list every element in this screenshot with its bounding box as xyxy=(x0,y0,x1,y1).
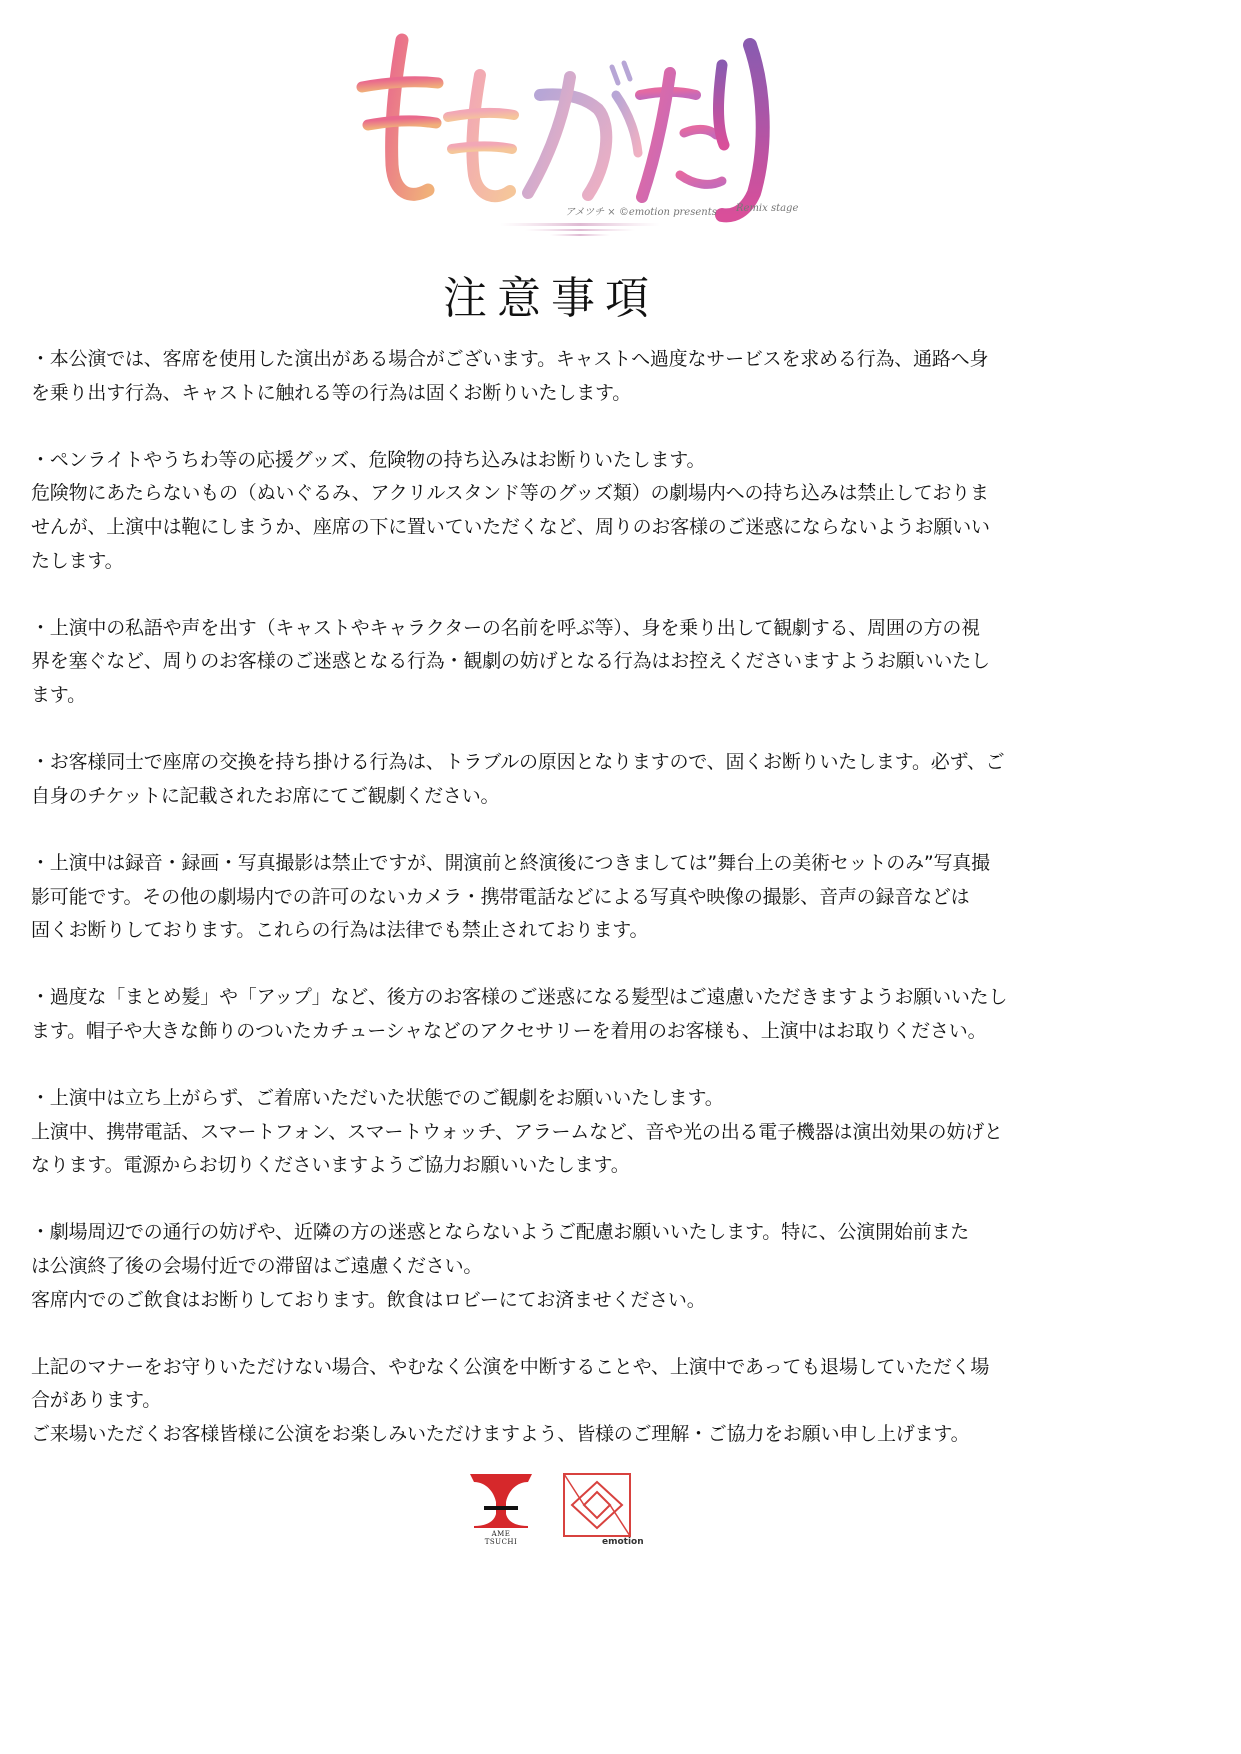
logo-char-ga xyxy=(528,63,638,195)
page-title: 注意事項 xyxy=(443,273,659,324)
notice-section-talking xyxy=(31,612,1076,713)
ametsuchi-mark-icon xyxy=(466,1470,536,1530)
logo-char-mo-2 xyxy=(448,75,514,196)
notice-line: ・ペンライトやうちわ等の応援グッズ、危険物の持ち込みはお断りいたします。 xyxy=(31,448,706,471)
notice-line: たします。 xyxy=(31,549,124,572)
logo-reflection-line-3 xyxy=(550,234,610,236)
notice-section-recording xyxy=(31,847,1076,948)
notice-line: 危険物にあたらないもの（ぬいぐるみ、アクリルスタンド等のグッズ類）の劇場内への持ち込みは禁止しておりま xyxy=(31,482,989,505)
emotion-mark-icon xyxy=(562,1472,632,1538)
logo-reflection-line-1 xyxy=(500,223,660,226)
notice-line: 上演中、携帯電話、スマートフォン、スマートウォッチ、アラームなど、音や光の出る電子機器は演出効果の妨げと xyxy=(31,1120,1003,1143)
notice-line: 界を塞ぐなど、周りのお客様のご迷惑となる行為・観劇の妨げとなる行為はお控えくださいますようお願いいたし xyxy=(31,650,990,673)
notice-line: せんが、上演中は鞄にしまうか、座席の下に置いていただくなど、周りのお客様のご迷惑にならないようお願いい xyxy=(31,515,990,538)
notice-line: ・劇場周辺での通行の妨げや、近隣の方の迷惑とならないようご配慮お願いいたします。特に、公演開始前また xyxy=(31,1221,970,1244)
notice-line: 上記のマナーをお守りいただけない場合、やむなく公演を中断することや、上演中であっても退場していただく場 xyxy=(31,1355,990,1378)
notice-line: 合があります。 xyxy=(31,1389,162,1412)
notice-line: を乗り出す行為、キャストに触れる等の行為は固くお断りいたします。 xyxy=(31,381,632,404)
emotion-caption: emotion xyxy=(602,1537,644,1547)
notice-line: ・上演中は立ち上がらず、ご着席いただいた状態でのご観劇をお願いいたします。 xyxy=(31,1087,724,1110)
notice-line: ます。 xyxy=(31,683,86,706)
notice-line: ・上演中の私語や声を出す（キャストやキャラクターの名前を呼ぶ等）、身を乗り出して観劇する、周囲の方の視 xyxy=(31,616,980,639)
notice-line: なります。電源からお切りくださいますようご協力お願いいたします。 xyxy=(31,1154,630,1177)
footer-logos xyxy=(466,1470,646,1550)
notice-section-hairstyle xyxy=(31,981,1076,1048)
logo-reflection-line-2 xyxy=(525,229,635,231)
logo-remix-stage: Remix stage xyxy=(736,203,799,214)
notice-line: ・お客様同士で座席の交換を持ち掛ける行為は、トラブルの原因となりますので、固くお断りいたします。必ず、ご xyxy=(31,751,1005,774)
ametsuchi-logo xyxy=(466,1470,536,1550)
ametsuchi-caption-line-1: AME xyxy=(491,1530,511,1538)
notice-line: ご来場いただくお客様皆様に公演をお楽しみいただけますよう、皆様のご理解・ご協力をお願い申し上げます。 xyxy=(31,1423,970,1445)
logo-char-mo-1 xyxy=(362,40,438,194)
logo-char-ta xyxy=(640,73,722,197)
momogatari-logo xyxy=(350,25,800,250)
ametsuchi-caption-line-2: TSUCHI xyxy=(484,1538,518,1546)
ametsuchi-caption xyxy=(466,1530,536,1546)
logo-tagline: アメツチ × ©emotion presents xyxy=(565,207,717,218)
notice-line: ・過度な「まとめ髪」や「アップ」など、後方のお客様のご迷惑になる髪型はご遠慮いただきますようお願いいたし xyxy=(31,986,1008,1009)
notice-section-seat-exchange xyxy=(31,746,1076,813)
notice-section-devices xyxy=(31,1082,1076,1183)
notice-line: ます。帽子や大きな飾りのついたカチューシャなどのアクセサリーを着用のお客様も、上演中はお取りください。 xyxy=(31,1019,987,1042)
notice-line: 自身のチケットに記載されたお席にてご観劇ください。 xyxy=(31,784,500,807)
notice-line: 客席内でのご飲食はお断りしております。飲食はロビーにてお済ませください。 xyxy=(31,1288,706,1311)
notice-line: ・本公演では、客席を使用した演出がある場合がございます。キャストへ過度なサービスを求める行為、通路へ身 xyxy=(31,348,989,370)
notice-section-venue-surroundings xyxy=(31,1216,1076,1317)
logo-char-ri xyxy=(719,45,763,215)
notice-body xyxy=(31,343,1076,1485)
notice-line: は公演終了後の会場付近での滞留はご遠慮ください。 xyxy=(31,1255,483,1278)
notice-section-goods xyxy=(31,444,1076,578)
notice-section-audience-seating xyxy=(31,343,1076,410)
notice-line: 影可能です。その他の劇場内での許可のないカメラ・携帯電話などによる写真や映像の撮影、音声の録音などは xyxy=(31,885,970,908)
notice-line: 固くお断りしております。これらの行為は法律でも禁止されております。 xyxy=(31,919,649,942)
notice-line: ・上演中は録音・録画・写真撮影は禁止ですが、開演前と終演後につきましては”舞台上の美術セットのみ”写真撮 xyxy=(31,851,990,874)
notice-section-closing xyxy=(31,1351,1076,1452)
